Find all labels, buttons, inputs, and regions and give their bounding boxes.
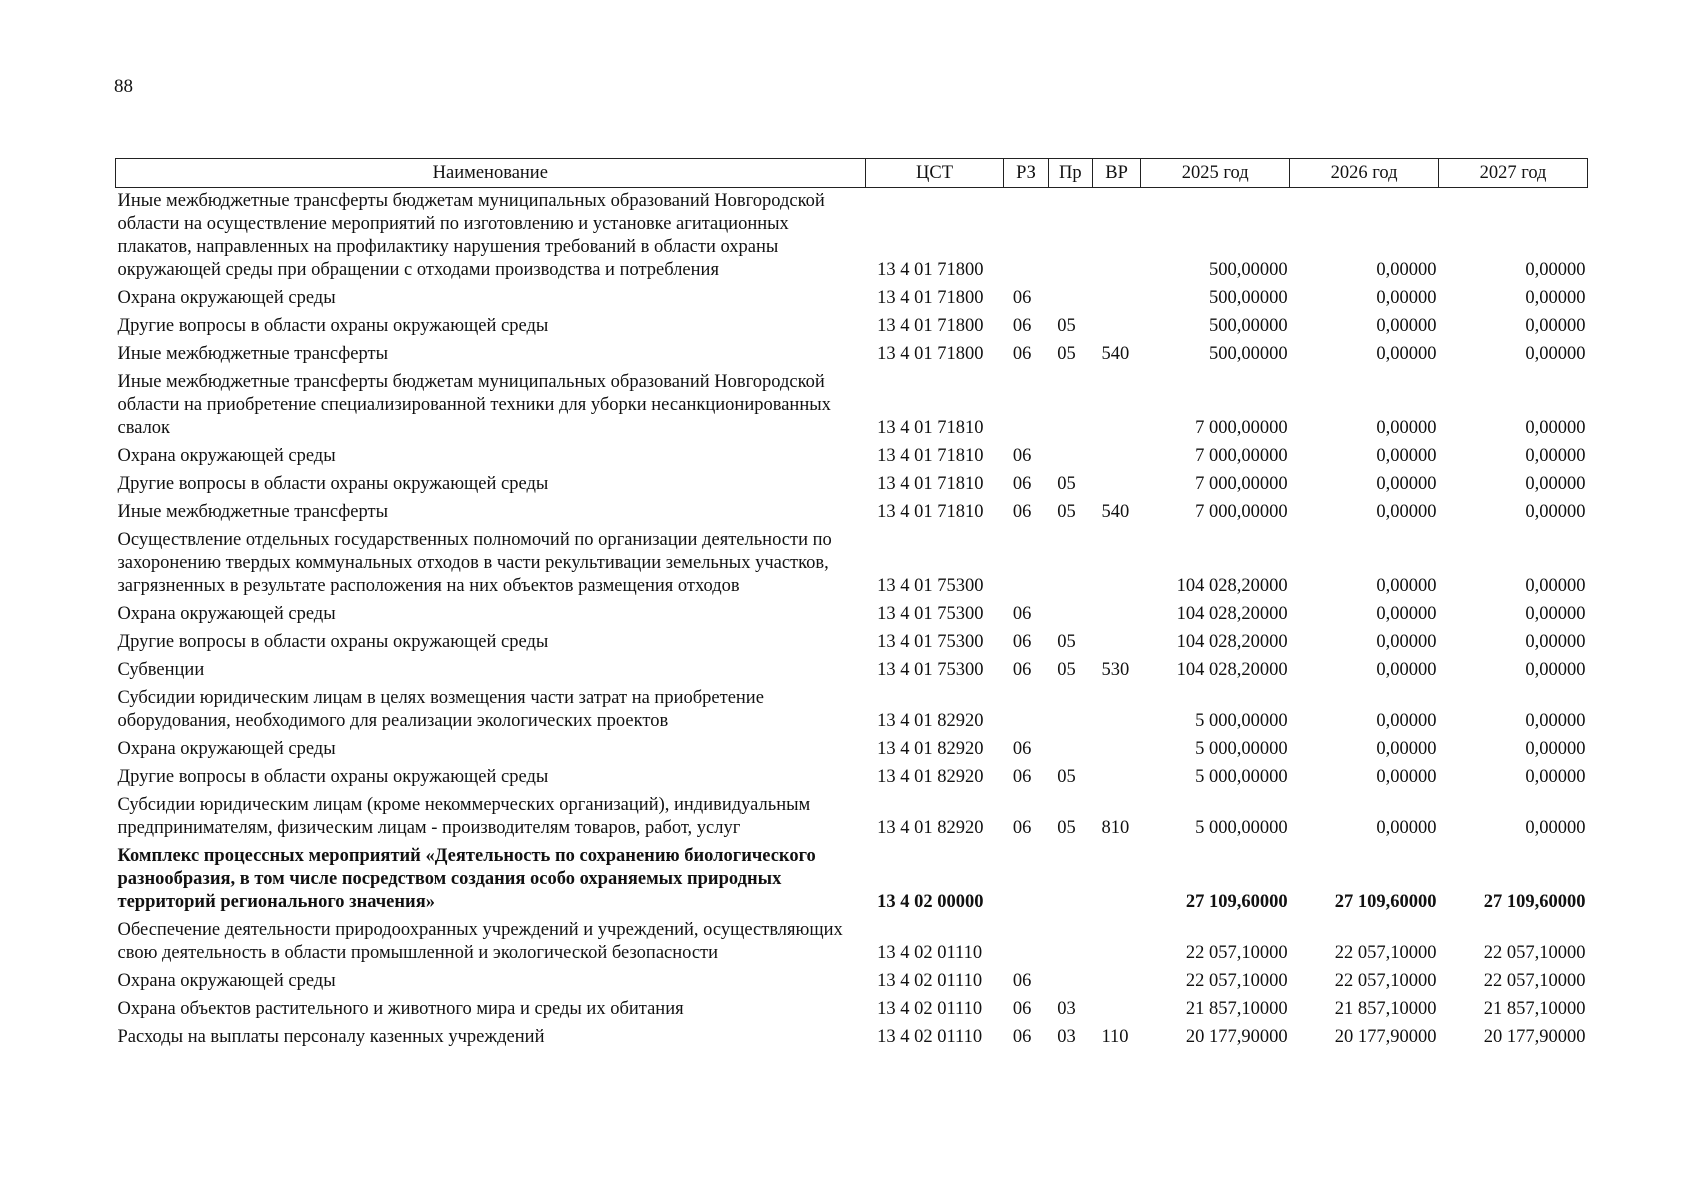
- cell-pr: 05: [1057, 474, 1076, 494]
- cell-rz: 06: [1012, 632, 1032, 652]
- cell-vr: 540: [1101, 344, 1130, 364]
- cell-pr: [1048, 188, 1092, 286]
- table-row: [116, 443, 1588, 471]
- cell-cst: 13 4 01 82920: [877, 818, 984, 838]
- cell-vr: [1092, 527, 1140, 601]
- cell-pr: [1048, 527, 1092, 601]
- cell-name: Расходы на выплаты персоналу казенных учреждений: [117, 1027, 545, 1047]
- cell-pr: 05: [1057, 660, 1076, 680]
- cell-2025: 20 177,90000: [1185, 1027, 1288, 1047]
- header-2025: 2025 год: [1141, 159, 1290, 188]
- cell-name: Осуществление отдельных государственных полномочий по организации деятельности по захоронению твердых коммунальных отходов в части рекультивации земельных участков, загрязненных в результате расположения на них объектов размещения отходов: [117, 530, 832, 596]
- cell-2027: 22 057,10000: [1483, 971, 1586, 991]
- cell-cst: 13 4 01 75300: [877, 576, 984, 596]
- cell-rz: [1004, 843, 1048, 917]
- cell-name: Иные межбюджетные трансферты бюджетам муниципальных образований Новгородской области на осуществление мероприятий по изготовлению и установке агитационных плакатов, направленных на профилактику нарушения требований в области охраны окружающей среды при обращении с отходами производства и потребления: [117, 191, 825, 280]
- cell-vr: [1092, 629, 1140, 657]
- table-row: [116, 843, 1588, 917]
- cell-2027: 0,00000: [1525, 632, 1586, 652]
- cell-name: Охрана окружающей среды: [117, 446, 336, 466]
- cell-pr: 03: [1057, 999, 1076, 1019]
- table-row: [116, 499, 1588, 527]
- cell-rz: [1004, 685, 1048, 736]
- cell-2025: 7 000,00000: [1195, 502, 1288, 522]
- cell-2026: 0,00000: [1376, 446, 1437, 466]
- cell-2025: 104 028,20000: [1176, 632, 1288, 652]
- cell-2027: 0,00000: [1525, 316, 1586, 336]
- cell-2025: 500,00000: [1209, 344, 1288, 364]
- cell-2027: 0,00000: [1525, 446, 1586, 466]
- table-row: [116, 657, 1588, 685]
- table-row: [116, 968, 1588, 996]
- table-row: [116, 629, 1588, 657]
- cell-cst: 13 4 01 75300: [877, 660, 984, 680]
- cell-cst: 13 4 01 75300: [877, 632, 984, 652]
- cell-pr: 05: [1057, 632, 1076, 652]
- cell-2026: 0,00000: [1376, 604, 1437, 624]
- cell-cst: 13 4 02 00000: [877, 892, 984, 912]
- cell-rz: 06: [1012, 818, 1032, 838]
- table-row: [116, 341, 1588, 369]
- cell-vr: [1092, 313, 1140, 341]
- cell-name: Другие вопросы в области охраны окружающей среды: [117, 316, 549, 336]
- cell-2027: 0,00000: [1525, 418, 1586, 438]
- cell-2025: 5 000,00000: [1195, 767, 1288, 787]
- cell-cst: 13 4 01 71800: [877, 344, 984, 364]
- cell-name: Субсидии юридическим лицам в целях возмещения части затрат на приобретение оборудования, необходимого для реализации экологических проектов: [117, 688, 764, 731]
- cell-pr: [1048, 917, 1092, 968]
- cell-2025: 104 028,20000: [1176, 576, 1288, 596]
- table-row: [116, 471, 1588, 499]
- cell-2026: 0,00000: [1376, 418, 1437, 438]
- cell-2027: 0,00000: [1525, 260, 1586, 280]
- table-row: [116, 527, 1588, 601]
- cell-2026: 0,00000: [1376, 474, 1437, 494]
- table-row: [116, 764, 1588, 792]
- cell-2025: 22 057,10000: [1185, 943, 1288, 963]
- cell-cst: 13 4 01 71800: [877, 288, 984, 308]
- cell-pr: [1048, 843, 1092, 917]
- cell-2025: 104 028,20000: [1176, 604, 1288, 624]
- cell-2027: 0,00000: [1525, 288, 1586, 308]
- cell-name: Другие вопросы в области охраны окружающей среды: [117, 474, 549, 494]
- cell-pr: [1048, 285, 1092, 313]
- cell-vr: [1092, 685, 1140, 736]
- cell-2026: 0,00000: [1376, 660, 1437, 680]
- cell-rz: 06: [1012, 344, 1032, 364]
- cell-2026: 22 057,10000: [1334, 971, 1437, 991]
- cell-2026: 0,00000: [1376, 316, 1437, 336]
- cell-pr: [1048, 601, 1092, 629]
- cell-2027: 0,00000: [1525, 818, 1586, 838]
- cell-2026: 0,00000: [1376, 767, 1437, 787]
- cell-2026: 0,00000: [1376, 632, 1437, 652]
- cell-pr: [1048, 369, 1092, 443]
- cell-pr: 05: [1057, 502, 1076, 522]
- cell-name: Иные межбюджетные трансферты бюджетам муниципальных образований Новгородской области на приобретение специализированной техники для уборки несанкционированных свалок: [117, 372, 831, 438]
- cell-2025: 7 000,00000: [1195, 446, 1288, 466]
- table-row: [116, 601, 1588, 629]
- cell-vr: [1092, 285, 1140, 313]
- cell-vr: 810: [1101, 818, 1130, 838]
- cell-pr: 05: [1057, 767, 1076, 787]
- table-row: [116, 996, 1588, 1024]
- cell-cst: 13 4 01 75300: [877, 604, 984, 624]
- cell-vr: [1092, 471, 1140, 499]
- cell-2025: 27 109,60000: [1185, 892, 1288, 912]
- cell-cst: 13 4 01 71810: [877, 502, 984, 522]
- cell-name: Обеспечение деятельности природоохранных учреждений и учреждений, осуществляющих свою деятельность в области промышленной и экологической безопасности: [117, 920, 843, 963]
- cell-2026: 0,00000: [1376, 502, 1437, 522]
- cell-rz: 06: [1012, 971, 1032, 991]
- budget-table: [115, 158, 1588, 1052]
- cell-vr: 110: [1101, 1027, 1129, 1047]
- cell-pr: [1048, 443, 1092, 471]
- cell-name: Охрана объектов растительного и животного мира и среды их обитания: [117, 999, 684, 1019]
- cell-cst: 13 4 01 82920: [877, 739, 984, 759]
- cell-name: Другие вопросы в области охраны окружающей среды: [117, 632, 549, 652]
- cell-vr: [1092, 369, 1140, 443]
- cell-2027: 0,00000: [1525, 739, 1586, 759]
- cell-2025: 5 000,00000: [1195, 818, 1288, 838]
- cell-rz: [1004, 369, 1048, 443]
- cell-rz: 06: [1012, 739, 1032, 759]
- cell-name: Иные межбюджетные трансферты: [117, 344, 389, 364]
- cell-cst: 13 4 02 01110: [877, 999, 983, 1019]
- cell-pr: [1048, 968, 1092, 996]
- cell-2027: 20 177,90000: [1483, 1027, 1586, 1047]
- cell-2025: 5 000,00000: [1195, 739, 1288, 759]
- cell-pr: [1048, 685, 1092, 736]
- cell-2026: 0,00000: [1376, 818, 1437, 838]
- header-name: Наименование: [116, 159, 866, 188]
- cell-2026: 0,00000: [1376, 739, 1437, 759]
- table-row: [116, 736, 1588, 764]
- cell-2025: 500,00000: [1209, 316, 1288, 336]
- cell-pr: 05: [1057, 344, 1076, 364]
- page-number: 88: [114, 76, 133, 97]
- cell-2026: 0,00000: [1376, 260, 1437, 280]
- cell-cst: 13 4 01 71810: [877, 418, 984, 438]
- cell-rz: 06: [1012, 767, 1032, 787]
- header-vr: ВР: [1092, 159, 1140, 188]
- cell-2027: 0,00000: [1525, 344, 1586, 364]
- table-row: [116, 917, 1588, 968]
- table-row: [116, 285, 1588, 313]
- cell-2026: 0,00000: [1376, 576, 1437, 596]
- cell-cst: 13 4 01 71810: [877, 474, 984, 494]
- cell-rz: 06: [1012, 604, 1032, 624]
- cell-2027: 0,00000: [1525, 604, 1586, 624]
- cell-name: Субвенции: [117, 660, 205, 680]
- cell-2026: 0,00000: [1376, 344, 1437, 364]
- cell-2027: 0,00000: [1525, 711, 1586, 731]
- cell-vr: 540: [1101, 502, 1130, 522]
- cell-2027: 27 109,60000: [1483, 892, 1586, 912]
- cell-rz: 06: [1012, 446, 1032, 466]
- cell-vr: [1092, 443, 1140, 471]
- cell-2026: 27 109,60000: [1334, 892, 1437, 912]
- table-row: [116, 1024, 1588, 1052]
- cell-vr: [1092, 917, 1140, 968]
- header-2026: 2026 год: [1290, 159, 1439, 188]
- cell-pr: 05: [1057, 818, 1076, 838]
- cell-name: Иные межбюджетные трансферты: [117, 502, 389, 522]
- cell-2027: 0,00000: [1525, 474, 1586, 494]
- cell-2025: 5 000,00000: [1195, 711, 1288, 731]
- cell-cst: 13 4 02 01110: [877, 1027, 983, 1047]
- cell-2025: 7 000,00000: [1195, 474, 1288, 494]
- cell-name: Охрана окружающей среды: [117, 604, 336, 624]
- cell-cst: 13 4 01 71800: [877, 260, 984, 280]
- header-pr: Пр: [1048, 159, 1092, 188]
- cell-2025: 500,00000: [1209, 260, 1288, 280]
- table-row: [116, 685, 1588, 736]
- cell-2027: 0,00000: [1525, 767, 1586, 787]
- header-2027: 2027 год: [1439, 159, 1588, 188]
- cell-2026: 21 857,10000: [1334, 999, 1437, 1019]
- cell-cst: 13 4 01 71800: [877, 316, 984, 336]
- cell-2026: 22 057,10000: [1334, 943, 1437, 963]
- cell-cst: 13 4 02 01110: [877, 971, 983, 991]
- cell-name: Охрана окружающей среды: [117, 739, 336, 759]
- cell-vr: [1092, 764, 1140, 792]
- cell-rz: 06: [1012, 316, 1032, 336]
- cell-2026: 20 177,90000: [1334, 1027, 1437, 1047]
- cell-pr: 03: [1057, 1027, 1076, 1047]
- cell-rz: 06: [1012, 474, 1032, 494]
- cell-2027: 0,00000: [1525, 502, 1586, 522]
- cell-2025: 21 857,10000: [1185, 999, 1288, 1019]
- cell-2027: 0,00000: [1525, 576, 1586, 596]
- cell-rz: [1004, 188, 1048, 286]
- cell-2025: 104 028,20000: [1176, 660, 1288, 680]
- header-rz: РЗ: [1004, 159, 1048, 188]
- cell-rz: [1004, 917, 1048, 968]
- cell-vr: [1092, 996, 1140, 1024]
- cell-2025: 500,00000: [1209, 288, 1288, 308]
- cell-rz: 06: [1012, 999, 1032, 1019]
- cell-cst: 13 4 01 82920: [877, 767, 984, 787]
- header-cst: ЦСТ: [865, 159, 1004, 188]
- cell-name: Субсидии юридическим лицам (кроме некоммерческих организаций), индивидуальным предпринимателям, физическим лицам - производителям товаров, работ, услуг: [117, 795, 811, 838]
- cell-name: Комплекс процессных мероприятий «Деятельность по сохранению биологического разнообразия, в том числе посредством создания особо охраняемых природных территорий регионального значения»: [117, 846, 816, 912]
- cell-cst: 13 4 01 82920: [877, 711, 984, 731]
- cell-2027: 0,00000: [1525, 660, 1586, 680]
- cell-2025: 7 000,00000: [1195, 418, 1288, 438]
- cell-name: Другие вопросы в области охраны окружающей среды: [117, 767, 549, 787]
- cell-name: Охрана окружающей среды: [117, 288, 336, 308]
- cell-2025: 22 057,10000: [1185, 971, 1288, 991]
- cell-cst: 13 4 02 01110: [877, 943, 983, 963]
- cell-pr: [1048, 736, 1092, 764]
- table-row: [116, 188, 1588, 286]
- cell-vr: [1092, 736, 1140, 764]
- cell-2027: 21 857,10000: [1483, 999, 1586, 1019]
- cell-vr: [1092, 968, 1140, 996]
- table-row: [116, 369, 1588, 443]
- cell-2026: 0,00000: [1376, 288, 1437, 308]
- cell-2027: 22 057,10000: [1483, 943, 1586, 963]
- cell-rz: 06: [1012, 660, 1032, 680]
- cell-name: Охрана окружающей среды: [117, 971, 336, 991]
- cell-rz: 06: [1012, 288, 1032, 308]
- table-row: [116, 313, 1588, 341]
- cell-vr: [1092, 188, 1140, 286]
- table-row: [116, 792, 1588, 843]
- cell-rz: [1004, 527, 1048, 601]
- cell-rz: 06: [1012, 1027, 1032, 1047]
- cell-2026: 0,00000: [1376, 711, 1437, 731]
- cell-pr: 05: [1057, 316, 1076, 336]
- cell-vr: 530: [1101, 660, 1130, 680]
- cell-rz: 06: [1012, 502, 1032, 522]
- cell-vr: [1092, 601, 1140, 629]
- table-body: [116, 188, 1588, 1053]
- table-header-row: [116, 159, 1588, 188]
- cell-cst: 13 4 01 71810: [877, 446, 984, 466]
- cell-vr: [1092, 843, 1140, 917]
